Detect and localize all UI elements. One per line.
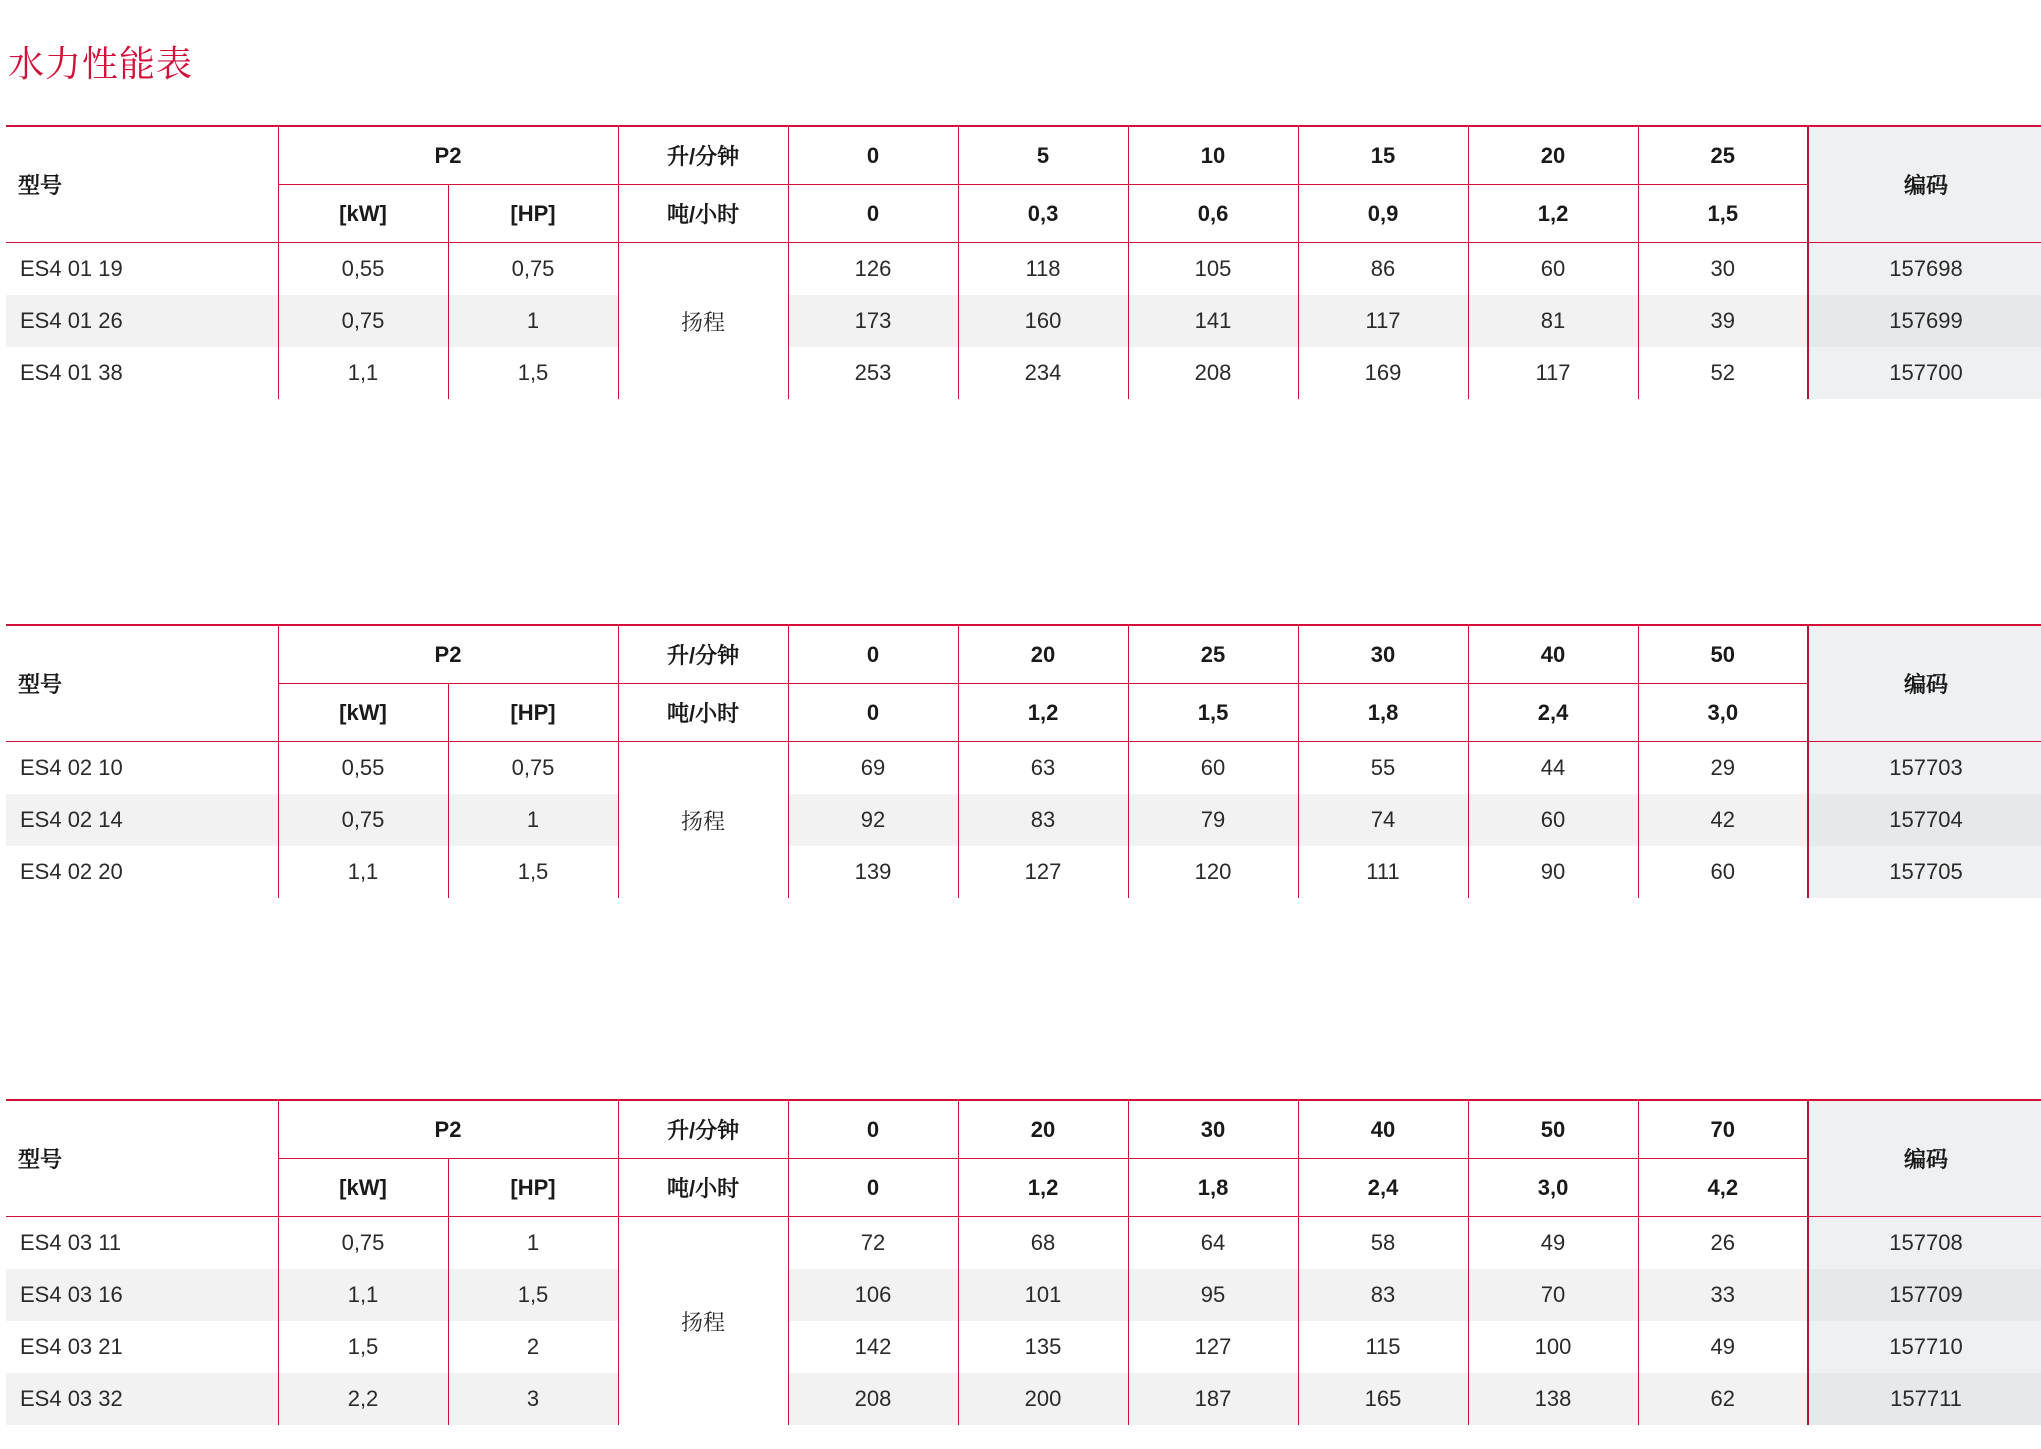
model-cell: ES4 02 20 bbox=[20, 859, 123, 884]
hp-cell: 1 bbox=[448, 295, 618, 347]
flow-lpm-value: 0 bbox=[788, 126, 958, 185]
head-value-cell: 117 bbox=[1468, 347, 1638, 399]
table-row bbox=[6, 295, 2041, 347]
head-value-cell: 72 bbox=[788, 1217, 958, 1270]
hp-cell: 1,5 bbox=[448, 347, 618, 399]
head-value-cell: 234 bbox=[958, 347, 1128, 399]
code-cell: 157698 bbox=[1808, 243, 2041, 296]
head-value-cell: 111 bbox=[1298, 846, 1468, 898]
head-value-cell: 139 bbox=[788, 846, 958, 898]
head-label: 扬程 bbox=[618, 1217, 788, 1426]
head-value-cell: 81 bbox=[1468, 295, 1638, 347]
head-value-cell: 30 bbox=[1638, 243, 1808, 296]
head-value-cell: 83 bbox=[958, 794, 1128, 846]
flow-lpm-value: 0 bbox=[788, 625, 958, 684]
table-row bbox=[6, 742, 2041, 795]
head-value-cell: 101 bbox=[958, 1269, 1128, 1321]
flow-tph-value: 0 bbox=[788, 1159, 958, 1217]
hp-cell: 3 bbox=[448, 1373, 618, 1425]
flow-tph-unit: 吨/小时 bbox=[618, 185, 788, 243]
model-cell: ES4 03 11 bbox=[6, 1217, 278, 1270]
hp-cell: 0,75 bbox=[448, 243, 618, 296]
page-title: 水力性能表 bbox=[8, 44, 194, 85]
flow-tph-unit: 吨/小时 bbox=[618, 1159, 788, 1217]
table-row bbox=[6, 846, 2041, 898]
head-value-cell: 29 bbox=[1638, 742, 1808, 795]
head-value-cell: 142 bbox=[788, 1321, 958, 1373]
code-cell: 157700 bbox=[1808, 347, 2041, 399]
head-value-cell: 117 bbox=[1298, 295, 1468, 347]
model-column-header: 型号 bbox=[6, 625, 278, 742]
kw-cell: 0,75 bbox=[278, 1217, 448, 1270]
head-value-cell: 200 bbox=[958, 1373, 1128, 1425]
head-value-cell: 90 bbox=[1468, 846, 1638, 898]
head-value-cell: 141 bbox=[1128, 295, 1298, 347]
flow-tph-unit: 吨/小时 bbox=[618, 684, 788, 742]
flow-tph-value: 1,5 bbox=[1638, 185, 1808, 243]
code-cell: 157708 bbox=[1808, 1217, 2041, 1270]
flow-lpm-value: 10 bbox=[1128, 126, 1298, 185]
flow-tph-value: 1,8 bbox=[1298, 684, 1468, 742]
head-value-cell: 118 bbox=[958, 243, 1128, 296]
model-cell: ES4 03 32 bbox=[6, 1373, 278, 1425]
flow-tph-value: 1,2 bbox=[958, 684, 1128, 742]
model-cell: ES4 01 26 bbox=[6, 295, 278, 347]
table-row bbox=[6, 347, 2041, 399]
kw-cell: 0,75 bbox=[278, 794, 448, 846]
flow-lpm-value: 50 bbox=[1638, 625, 1808, 684]
head-value-cell: 127 bbox=[1128, 1321, 1298, 1373]
head-value-cell: 135 bbox=[958, 1321, 1128, 1373]
kw-cell: 1,5 bbox=[278, 1321, 448, 1373]
flow-tph-value: 1,2 bbox=[958, 1159, 1128, 1217]
head-value-cell: 42 bbox=[1638, 794, 1808, 846]
head-value-cell: 69 bbox=[788, 742, 958, 795]
head-value-cell: 68 bbox=[958, 1217, 1128, 1270]
flow-lpm-value: 25 bbox=[1638, 126, 1808, 185]
model-cell: ES4 02 10 bbox=[6, 742, 278, 795]
head-value-cell: 208 bbox=[788, 1373, 958, 1425]
head-value-cell: 60 bbox=[1638, 846, 1808, 898]
kw-header: [kW] bbox=[278, 684, 448, 742]
flow-lpm-value: 40 bbox=[1298, 1100, 1468, 1159]
head-value-cell: 64 bbox=[1128, 1217, 1298, 1270]
table-row bbox=[6, 1321, 2041, 1373]
head-value-cell: 83 bbox=[1298, 1269, 1468, 1321]
head-value-cell: 92 bbox=[788, 794, 958, 846]
head-value-cell: 253 bbox=[788, 347, 958, 399]
head-value-cell: 120 bbox=[1128, 846, 1298, 898]
kw-cell: 1,1 bbox=[278, 1269, 448, 1321]
p2-header: P2 bbox=[278, 625, 618, 684]
head-value-cell: 39 bbox=[1638, 295, 1808, 347]
hp-cell: 2 bbox=[448, 1321, 618, 1373]
code-cell: 157710 bbox=[1808, 1321, 2041, 1373]
head-label: 扬程 bbox=[618, 742, 788, 899]
model-cell: ES4 01 19 bbox=[6, 243, 278, 296]
flow-tph-value: 1,5 bbox=[1128, 684, 1298, 742]
model-cell: ES4 03 21 bbox=[20, 1334, 123, 1359]
p2-header: P2 bbox=[278, 126, 618, 185]
head-value-cell: 60 bbox=[1468, 243, 1638, 296]
performance-table bbox=[6, 125, 2041, 399]
table-row bbox=[6, 1373, 2041, 1425]
code-column-header: 编码 bbox=[1808, 1100, 2041, 1217]
kw-cell: 1,1 bbox=[278, 846, 448, 898]
head-value-cell: 44 bbox=[1468, 742, 1638, 795]
flow-tph-value: 2,4 bbox=[1468, 684, 1638, 742]
flow-lpm-value: 70 bbox=[1638, 1100, 1808, 1159]
flow-tph-value: 1,2 bbox=[1468, 185, 1638, 243]
p2-header: P2 bbox=[278, 1100, 618, 1159]
head-value-cell: 63 bbox=[958, 742, 1128, 795]
flow-tph-value: 1,8 bbox=[1128, 1159, 1298, 1217]
flow-tph-value: 3,0 bbox=[1468, 1159, 1638, 1217]
kw-header: [kW] bbox=[278, 1159, 448, 1217]
head-value-cell: 126 bbox=[788, 243, 958, 296]
flow-tph-value: 0,3 bbox=[958, 185, 1128, 243]
head-value-cell: 208 bbox=[1128, 347, 1298, 399]
flow-lpm-unit: 升/分钟 bbox=[618, 625, 788, 684]
head-value-cell: 138 bbox=[1468, 1373, 1638, 1425]
model-cell: ES4 01 38 bbox=[20, 360, 123, 385]
flow-lpm-value: 20 bbox=[958, 1100, 1128, 1159]
head-value-cell: 70 bbox=[1468, 1269, 1638, 1321]
flow-lpm-value: 20 bbox=[958, 625, 1128, 684]
head-value-cell: 49 bbox=[1638, 1321, 1808, 1373]
model-cell: ES4 03 16 bbox=[6, 1269, 278, 1321]
flow-lpm-value: 30 bbox=[1298, 625, 1468, 684]
hp-header: [HP] bbox=[448, 684, 618, 742]
head-value-cell: 55 bbox=[1298, 742, 1468, 795]
head-value-cell: 127 bbox=[958, 846, 1128, 898]
flow-tph-value: 3,0 bbox=[1638, 684, 1808, 742]
head-label: 扬程 bbox=[618, 243, 788, 400]
kw-cell: 0,55 bbox=[278, 243, 448, 296]
head-value-cell: 165 bbox=[1298, 1373, 1468, 1425]
head-value-cell: 105 bbox=[1128, 243, 1298, 296]
flow-tph-value: 0 bbox=[788, 185, 958, 243]
head-value-cell: 169 bbox=[1298, 347, 1468, 399]
performance-table bbox=[6, 1099, 2041, 1425]
flow-tph-value: 0,6 bbox=[1128, 185, 1298, 243]
code-cell: 157705 bbox=[1808, 846, 2041, 898]
flow-lpm-value: 30 bbox=[1128, 1100, 1298, 1159]
head-value-cell: 60 bbox=[1468, 794, 1638, 846]
kw-cell: 0,55 bbox=[278, 742, 448, 795]
head-value-cell: 100 bbox=[1468, 1321, 1638, 1373]
flow-lpm-value: 20 bbox=[1468, 126, 1638, 185]
table-row bbox=[6, 1217, 2041, 1270]
head-value-cell: 62 bbox=[1638, 1373, 1808, 1425]
head-value-cell: 115 bbox=[1298, 1321, 1468, 1373]
head-value-cell: 86 bbox=[1298, 243, 1468, 296]
model-column-header: 型号 bbox=[6, 126, 278, 243]
head-value-cell: 26 bbox=[1638, 1217, 1808, 1270]
hp-cell: 1,5 bbox=[448, 846, 618, 898]
hp-header: [HP] bbox=[448, 185, 618, 243]
flow-tph-value: 2,4 bbox=[1298, 1159, 1468, 1217]
flow-tph-value: 0,9 bbox=[1298, 185, 1468, 243]
code-cell: 157703 bbox=[1808, 742, 2041, 795]
head-value-cell: 79 bbox=[1128, 794, 1298, 846]
flow-lpm-unit: 升/分钟 bbox=[618, 1100, 788, 1159]
head-value-cell: 49 bbox=[1468, 1217, 1638, 1270]
flow-tph-value: 0 bbox=[788, 684, 958, 742]
model-column-header: 型号 bbox=[6, 1100, 278, 1217]
hp-cell: 0,75 bbox=[448, 742, 618, 795]
head-value-cell: 74 bbox=[1298, 794, 1468, 846]
code-cell: 157711 bbox=[1808, 1373, 2041, 1425]
head-value-cell: 95 bbox=[1128, 1269, 1298, 1321]
model-cell: ES4 02 14 bbox=[6, 794, 278, 846]
table-row bbox=[6, 243, 2041, 296]
flow-lpm-value: 0 bbox=[788, 1100, 958, 1159]
performance-table bbox=[6, 624, 2041, 898]
table-row bbox=[6, 794, 2041, 846]
code-cell: 157709 bbox=[1808, 1269, 2041, 1321]
head-value-cell: 33 bbox=[1638, 1269, 1808, 1321]
table-row bbox=[6, 1269, 2041, 1321]
code-column-header: 编码 bbox=[1808, 625, 2041, 742]
head-value-cell: 160 bbox=[958, 295, 1128, 347]
head-value-cell: 60 bbox=[1128, 742, 1298, 795]
flow-lpm-value: 5 bbox=[958, 126, 1128, 185]
kw-cell: 0,75 bbox=[278, 295, 448, 347]
hp-cell: 1 bbox=[448, 1217, 618, 1270]
hp-header: [HP] bbox=[448, 1159, 618, 1217]
flow-lpm-value: 50 bbox=[1468, 1100, 1638, 1159]
flow-lpm-value: 15 bbox=[1298, 126, 1468, 185]
code-cell: 157704 bbox=[1808, 794, 2041, 846]
head-value-cell: 173 bbox=[788, 295, 958, 347]
kw-header: [kW] bbox=[278, 185, 448, 243]
hp-cell: 1,5 bbox=[448, 1269, 618, 1321]
head-value-cell: 106 bbox=[788, 1269, 958, 1321]
code-column-header: 编码 bbox=[1808, 126, 2041, 243]
kw-cell: 1,1 bbox=[278, 347, 448, 399]
flow-lpm-value: 25 bbox=[1128, 625, 1298, 684]
kw-cell: 2,2 bbox=[278, 1373, 448, 1425]
flow-lpm-unit: 升/分钟 bbox=[618, 126, 788, 185]
head-value-cell: 58 bbox=[1298, 1217, 1468, 1270]
flow-tph-value: 4,2 bbox=[1638, 1159, 1808, 1217]
head-value-cell: 52 bbox=[1638, 347, 1808, 399]
flow-lpm-value: 40 bbox=[1468, 625, 1638, 684]
head-value-cell: 187 bbox=[1128, 1373, 1298, 1425]
code-cell: 157699 bbox=[1808, 295, 2041, 347]
hp-cell: 1 bbox=[448, 794, 618, 846]
